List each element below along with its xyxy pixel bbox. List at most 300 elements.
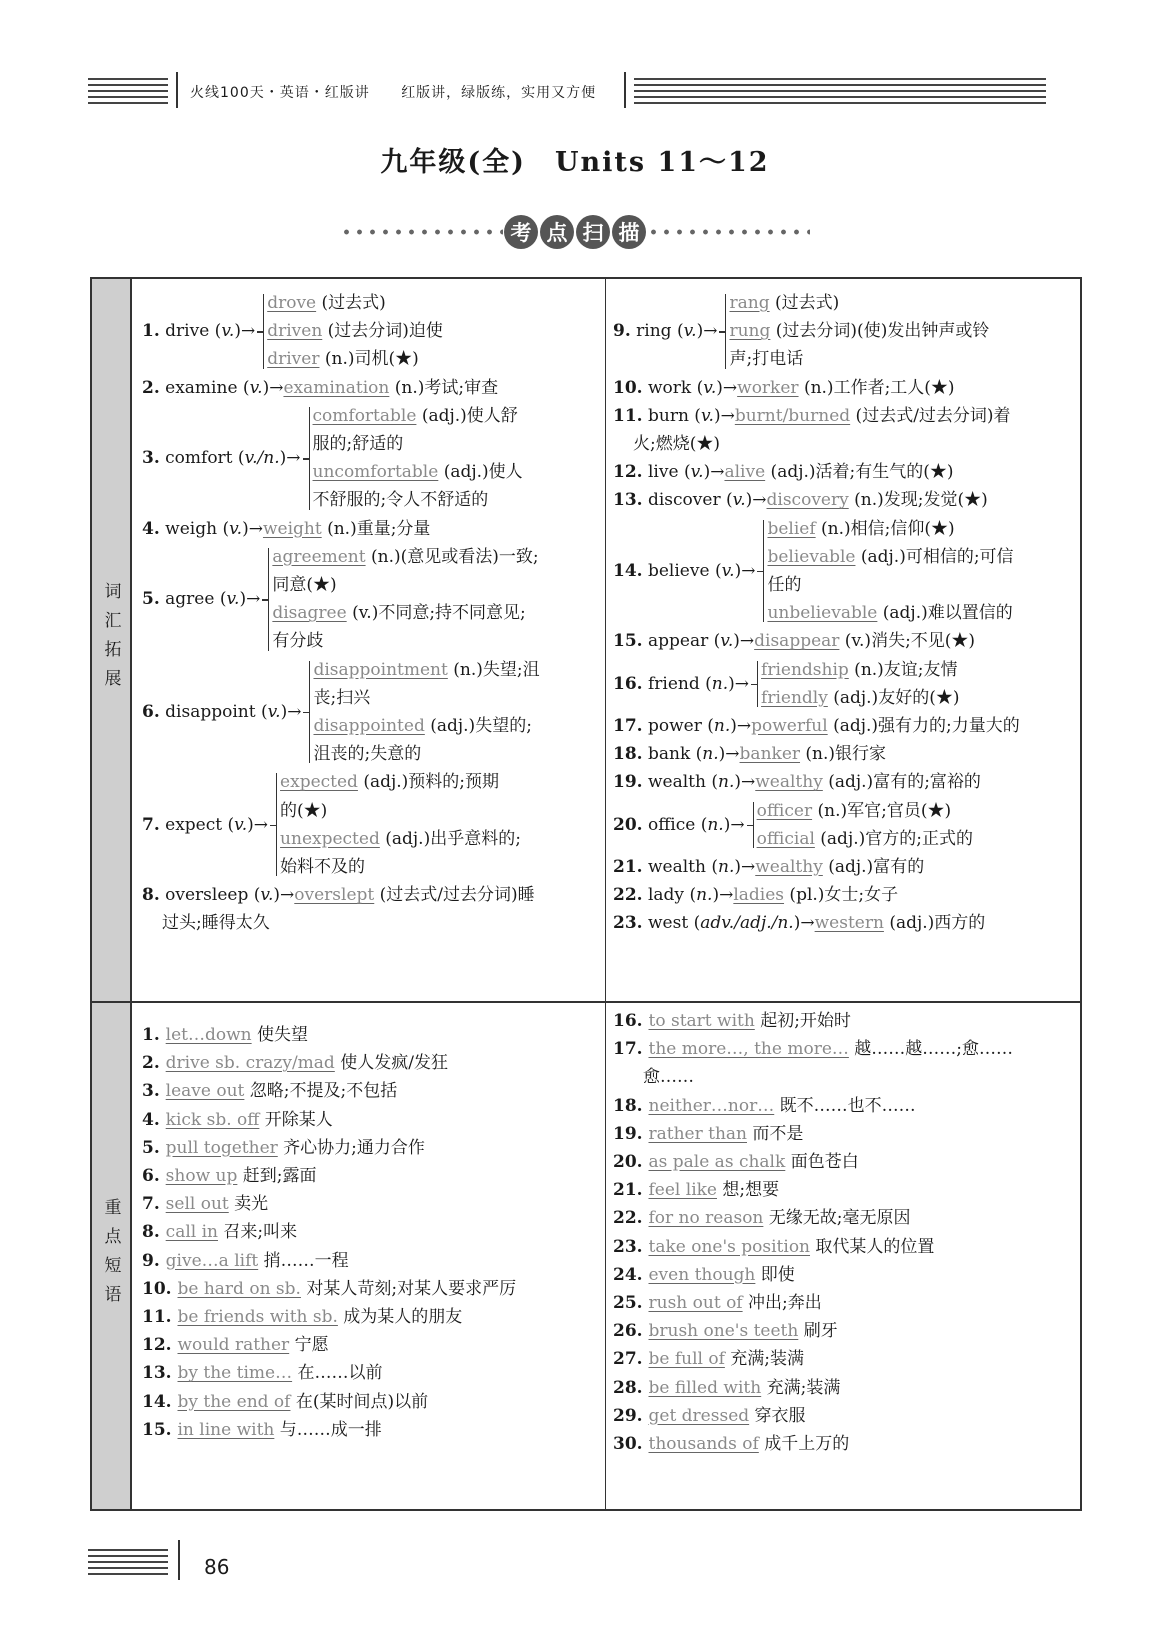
- vocab-sub-line: [313, 740, 421, 769]
- answer-text: agreement: [272, 546, 366, 567]
- phrase-number: 16.: [613, 1011, 649, 1031]
- column-divider: [605, 279, 606, 1509]
- phrase-meaning: 成千上万的: [758, 1434, 850, 1454]
- vocab-brace: [309, 661, 310, 764]
- entry-head: 21. wealth (n.)→: [613, 857, 756, 877]
- phrase-entry: [613, 1204, 911, 1233]
- entry-meaning: (adj.)活着;有生气的(★): [765, 462, 954, 483]
- answer-text: disagree: [272, 603, 347, 624]
- answer-text: wealthy: [755, 857, 823, 877]
- phrase-number: 2.: [142, 1053, 166, 1074]
- phrase-meaning: 对某人苛刻;对某人要求严厉: [300, 1278, 517, 1299]
- phrase-meaning: 起初;开始时: [754, 1011, 851, 1031]
- phrase-entry: [613, 1035, 1013, 1064]
- entry-number: 19.: [613, 772, 643, 793]
- entry-pos: v.: [267, 701, 281, 722]
- entry-meaning: (n.)银行家: [800, 744, 887, 765]
- vocab-sub-line: [280, 797, 327, 826]
- entry-word: appear: [642, 631, 714, 652]
- sub-meaning: (n.)司机(★): [319, 349, 419, 370]
- entry-pos: n.: [711, 673, 729, 694]
- phrase-meaning: 成为某人的朋友: [337, 1307, 463, 1327]
- entry-head: 17. power (n.)→: [613, 716, 752, 736]
- sub-meaning: 的(★): [280, 800, 328, 821]
- phrase-meaning: 在……以前: [292, 1363, 383, 1384]
- header-rule-left: [88, 78, 168, 104]
- phrase-entry: [142, 1134, 425, 1163]
- entry-meaning: (adj.)富有的;富裕的: [822, 772, 981, 793]
- entry-meaning: (adj.)强有力的;力量大的: [827, 716, 1020, 736]
- answer-text: examination: [283, 377, 390, 398]
- entry-word: disappoint: [159, 701, 261, 722]
- phrase-entry: [142, 1359, 383, 1388]
- phrase-meaning: 使失望: [251, 1025, 309, 1045]
- entry-pos: n.: [696, 885, 713, 906]
- series-title: 火线100天・英语・红版讲: [190, 85, 370, 101]
- answer-text: rung: [729, 321, 771, 342]
- entry-word: burn: [642, 405, 695, 426]
- vocab-right-column: [613, 289, 1079, 989]
- answer-text: disappointment: [313, 659, 448, 680]
- entry-number: 10.: [613, 377, 643, 398]
- answer-text: believable: [767, 546, 856, 567]
- sub-meaning: (过去分词)迫使: [322, 321, 443, 342]
- phrase-number: 22.: [613, 1208, 649, 1229]
- phrase-meaning: 既不……也不……: [774, 1095, 916, 1116]
- entry-pos: v.: [732, 490, 746, 511]
- answer-text: brush one's teeth: [648, 1321, 799, 1342]
- phrase-entry: [142, 1416, 382, 1445]
- entry-number: 12.: [613, 462, 643, 483]
- vocab-entry: [142, 881, 535, 910]
- entry-number: 21.: [613, 857, 643, 877]
- phrase-number: 12.: [142, 1335, 178, 1356]
- header-divider-left: [176, 72, 178, 108]
- answer-text: would rather: [177, 1335, 290, 1356]
- phrase-entry: [613, 1007, 851, 1036]
- answer-text: be hard on sb.: [177, 1278, 301, 1299]
- vocab-sub-line: [280, 768, 499, 797]
- entry-head: 12. live (v.)→: [613, 462, 725, 483]
- entry-word: live: [642, 462, 684, 483]
- phrase-number: 20.: [613, 1152, 649, 1172]
- answer-text: to start with: [648, 1011, 755, 1031]
- vocab-sub-line: [757, 797, 951, 826]
- entry-head: 9. ring (v.)→: [613, 321, 718, 342]
- answer-text: uncomfortable: [312, 462, 439, 483]
- series-slogan: 红版讲，绿版练，实用又方便: [401, 85, 597, 101]
- vocab-left-column: [142, 289, 602, 989]
- entry-word: wealth: [642, 772, 712, 793]
- banner-dots-left: [340, 229, 503, 235]
- phrase-meaning: 充满;装满: [724, 1349, 805, 1370]
- sub-meaning: (adj.)失望的;: [424, 716, 532, 736]
- entry-pos: v.: [690, 462, 704, 483]
- vocab-entry: [142, 317, 255, 346]
- answer-text: burnt/burned: [734, 405, 851, 426]
- entry-number: 22.: [613, 885, 643, 906]
- phrase-meaning: 越……越……;愈……: [848, 1039, 1014, 1060]
- entry-word: ring: [630, 321, 677, 342]
- answer-text: friendship: [761, 659, 849, 680]
- phrase-number: 18.: [613, 1095, 649, 1116]
- phrase-meaning: 召来;叫来: [218, 1222, 298, 1243]
- entry-head: 11. burn (v.)→: [613, 405, 735, 426]
- page-title: 九年级(全) Units 11～12: [380, 147, 770, 178]
- answer-text: neither…nor…: [648, 1095, 775, 1116]
- entry-word: weigh: [159, 518, 223, 539]
- phrase-meaning: 在(某时间点)以前: [290, 1391, 429, 1412]
- answer-text: be filled with: [648, 1377, 762, 1398]
- entry-pos: v.: [700, 405, 714, 426]
- phrase-entry: [142, 1021, 308, 1050]
- vocab-entry: [142, 585, 260, 614]
- banner-char: 点: [540, 215, 574, 249]
- sub-meaning: (adj.)使人: [438, 462, 523, 483]
- banner-char: 扫: [576, 215, 610, 249]
- entry-number: 9.: [613, 321, 631, 342]
- entry-meaning: (adj.)西方的: [883, 913, 986, 934]
- phrase-meaning: 想;想要: [717, 1180, 780, 1201]
- entry-pos: adv./adj./n.: [700, 913, 794, 934]
- vocab-sub-line: [267, 289, 386, 318]
- vocab-sub-line: [313, 712, 531, 741]
- sub-meaning: (n.)相信;信仰(★): [815, 518, 955, 539]
- answer-text: pull together: [165, 1137, 278, 1158]
- answer-text: weight: [262, 518, 322, 539]
- phrase-entry: [613, 1430, 849, 1459]
- vocab-sub-line: [729, 289, 839, 318]
- vocab-entry: [613, 712, 1020, 741]
- phrases-right-column: [613, 1007, 1079, 1497]
- entry-number: 7.: [142, 814, 160, 835]
- vocab-sub-line: [267, 345, 419, 374]
- answer-text: drove: [267, 293, 317, 313]
- vocab-sub-line: [313, 402, 518, 431]
- vocab-sub-line: [729, 317, 989, 346]
- entry-number: 20.: [613, 814, 643, 835]
- phrase-number: 17.: [613, 1039, 649, 1060]
- entry-head: 7. expect (v.)→: [142, 814, 269, 835]
- phrase-meaning: 而不是: [747, 1123, 804, 1144]
- sub-meaning: 同意(★): [272, 575, 337, 595]
- phrase-number: 24.: [613, 1264, 649, 1285]
- phrase-number: 14.: [142, 1391, 178, 1412]
- entry-pos: v.: [721, 560, 735, 581]
- answer-text: alive: [724, 462, 766, 483]
- sub-meaning: (n.)军官;官员(★): [812, 800, 952, 821]
- entry-word: expect: [159, 814, 228, 835]
- entry-number: 1.: [142, 321, 160, 342]
- answer-text: even though: [648, 1264, 756, 1285]
- vocab-sub-line: [761, 656, 958, 685]
- vocab-brace: [757, 661, 758, 707]
- entry-word: discover: [642, 490, 726, 511]
- entry-word: oversleep: [159, 885, 254, 906]
- vocab-sub-line: [767, 543, 1013, 572]
- phrase-number: 7.: [142, 1194, 166, 1215]
- entry-number: 8.: [142, 885, 160, 906]
- sub-meaning: 沮丧的;失意的: [313, 744, 422, 765]
- entry-number: 18.: [613, 744, 643, 765]
- phrase-entry: [142, 1106, 333, 1135]
- entry-word: work: [642, 377, 697, 398]
- vocab-sub-line: [272, 599, 525, 628]
- entry-head: 4. weigh (v.)→: [142, 518, 263, 539]
- footer-rule: [88, 1549, 168, 1575]
- entry-head: 15. appear (v.)→: [613, 631, 755, 652]
- phrase-entry: [142, 1388, 428, 1417]
- phrase-meaning: 开除某人: [259, 1109, 333, 1130]
- vocab-sub-line: [313, 656, 539, 685]
- phrase-entry: [142, 1275, 516, 1304]
- sub-meaning: (n.)友谊;友情: [848, 659, 958, 680]
- phrase-meaning: 穿衣服: [749, 1405, 806, 1426]
- entry-word: agree: [159, 589, 220, 610]
- vocab-entry: [142, 698, 301, 727]
- entry-word: bank: [642, 744, 696, 765]
- vocab-sub-line: [313, 430, 404, 459]
- answer-text: in line with: [177, 1419, 275, 1440]
- section-banner: [340, 212, 810, 252]
- phrase-entry: [142, 1331, 329, 1360]
- entry-word: believe: [642, 560, 715, 581]
- phrase-number: 23.: [613, 1236, 649, 1257]
- entry-meaning: (n.)重量;分量: [321, 518, 431, 539]
- entry-meaning: (v.)消失;不见(★): [839, 631, 976, 652]
- entry-pos: v.: [703, 377, 717, 398]
- answer-text: powerful: [751, 716, 828, 736]
- entry-head: 14. believe (v.)→: [613, 560, 756, 581]
- vocab-entry: [142, 374, 498, 403]
- phrase-number: 19.: [613, 1123, 649, 1144]
- phrase-entry: [613, 1176, 779, 1205]
- vocab-entry: [613, 402, 1011, 431]
- phrase-meaning: 即使: [755, 1264, 795, 1285]
- answer-text: comfortable: [312, 405, 417, 426]
- phrase-number: 27.: [613, 1349, 649, 1370]
- phrase-entry: [142, 1247, 349, 1276]
- entry-number: 2.: [142, 377, 160, 398]
- entry-pos: n.: [718, 857, 735, 877]
- entry-pos: n.: [702, 744, 719, 765]
- phrase-number: 15.: [142, 1419, 178, 1440]
- phrase-entry-cont: 愈……: [643, 1067, 694, 1088]
- phrase-meaning: 面色苍白: [785, 1152, 859, 1172]
- entry-pos: n.: [707, 814, 724, 835]
- vocab-brace: [763, 520, 764, 623]
- vocab-sub-line: [267, 317, 443, 346]
- phrase-entry: [613, 1289, 822, 1318]
- vocab-brace: [263, 294, 264, 369]
- phrase-entry: [613, 1148, 859, 1177]
- answer-text: take one's position: [648, 1236, 811, 1257]
- vocab-entry-cont: 过头;睡得太久: [162, 913, 270, 934]
- phrase-number: 28.: [613, 1377, 649, 1398]
- entry-word: lady: [642, 885, 690, 906]
- phrase-meaning: 宁愿: [289, 1335, 329, 1356]
- entry-head: 13. discover (v.)→: [613, 490, 767, 511]
- vocab-entry: [613, 670, 749, 699]
- answer-text: banker: [739, 744, 801, 765]
- phrase-entry: [142, 1218, 297, 1247]
- footer-divider: [178, 1540, 180, 1580]
- entry-meaning: (n.)工作者;工人(★): [798, 377, 955, 398]
- entry-number: 11.: [613, 405, 643, 426]
- vocab-sub-line: [757, 825, 973, 854]
- entry-number: 5.: [142, 589, 160, 610]
- phrase-number: 6.: [142, 1166, 166, 1186]
- vocab-entry: [613, 486, 988, 515]
- page-number: 86: [204, 1555, 230, 1579]
- sub-meaning: (adj.)预料的;预期: [357, 772, 500, 793]
- entry-pos: v.: [229, 518, 243, 539]
- sub-meaning: 丧;扫兴: [313, 687, 371, 708]
- answer-text: wealthy: [755, 772, 823, 793]
- phrase-number: 29.: [613, 1405, 649, 1426]
- vocab-entry-cont: 火;燃烧(★): [633, 434, 720, 454]
- phrase-number: 30.: [613, 1434, 649, 1454]
- answer-text: friendly: [761, 687, 828, 708]
- phrase-number: 11.: [142, 1307, 178, 1327]
- entry-head: 6. disappoint (v.)→: [142, 701, 302, 722]
- phrase-entry: [613, 1402, 806, 1431]
- vocab-sub-line: [280, 853, 365, 882]
- phrase-entry: [142, 1303, 462, 1332]
- entry-head: 3. comfort (v./n.)→: [142, 448, 301, 469]
- entry-pos: v.: [260, 885, 274, 906]
- vocab-entry: [613, 909, 985, 938]
- answer-text: for no reason: [648, 1208, 764, 1229]
- phrase-entry: [613, 1261, 795, 1290]
- phrase-number: 4.: [142, 1109, 166, 1130]
- entry-word: comfort: [159, 448, 238, 469]
- vocab-sub-line: [272, 571, 336, 600]
- entry-word: drive: [159, 321, 215, 342]
- vocab-sub-line: [272, 627, 323, 656]
- vocab-brace: [276, 773, 277, 876]
- entry-number: 23.: [613, 913, 643, 934]
- content-box: [90, 277, 1082, 1511]
- sub-meaning: (adj.)可相信的;可信: [855, 546, 1014, 567]
- entry-number: 4.: [142, 518, 160, 539]
- answer-text: show up: [165, 1166, 238, 1186]
- answer-text: unexpected: [280, 828, 380, 849]
- phrase-entry: [142, 1162, 317, 1191]
- answer-text: worker: [737, 377, 799, 398]
- vocab-entry: [613, 811, 745, 840]
- phrase-number: 13.: [142, 1363, 178, 1384]
- phrase-number: 8.: [142, 1222, 166, 1243]
- answer-text: kick sb. off: [165, 1109, 260, 1130]
- entry-head: 8. oversleep (v.)→: [142, 885, 295, 906]
- banner-dots-right: [647, 229, 810, 235]
- sub-meaning: (v.)不同意;持不同意见;: [346, 603, 526, 624]
- entry-number: 14.: [613, 560, 643, 581]
- entry-meaning: (过去式/过去分词)着: [850, 405, 1011, 426]
- phrase-entry: [613, 1233, 934, 1262]
- vocab-entry: [613, 627, 975, 656]
- answer-text: rang: [729, 293, 770, 313]
- answer-text: driven: [267, 321, 323, 342]
- vocab-sub-line: [313, 486, 489, 515]
- answer-text: the more…, the more…: [648, 1039, 849, 1060]
- vocab-brace: [753, 802, 754, 848]
- answer-text: disappear: [754, 631, 840, 652]
- answer-text: disappointed: [313, 716, 425, 736]
- phrase-entry: [613, 1317, 838, 1346]
- entry-pos: v.: [221, 321, 235, 342]
- vocab-sub-line: [761, 684, 959, 713]
- entry-meaning: (adj.)富有的: [822, 857, 925, 877]
- phrase-number: 10.: [142, 1278, 178, 1299]
- phrase-number: 3.: [142, 1081, 166, 1102]
- sub-meaning: (过去式): [769, 293, 840, 313]
- answer-text: officer: [756, 800, 813, 821]
- answer-text: western: [814, 913, 884, 934]
- vocab-sub-line: [767, 515, 954, 544]
- sub-meaning: 服的;舒适的: [312, 434, 404, 454]
- answer-text: expected: [280, 772, 358, 793]
- phrase-meaning: 取代某人的位置: [810, 1236, 935, 1257]
- phrase-number: 21.: [613, 1180, 649, 1201]
- answer-text: be full of: [648, 1349, 725, 1370]
- vocab-sub-line: [767, 599, 1012, 628]
- entry-head: 18. bank (n.)→: [613, 744, 740, 765]
- phrase-number: 5.: [142, 1137, 166, 1158]
- answer-text: call in: [165, 1222, 218, 1243]
- vocab-sub-line: [280, 825, 521, 854]
- vocab-entry: [613, 881, 898, 910]
- entry-pos: v.: [234, 814, 248, 835]
- entry-meaning: (过去式/过去分词)睡: [374, 885, 535, 906]
- vocab-entry: [613, 458, 954, 487]
- vocab-brace: [725, 294, 726, 369]
- header-text: [190, 82, 622, 102]
- phrases-side-label: 重点短语: [92, 1003, 132, 1509]
- phrase-meaning: 忽略;不提及;不包括: [244, 1081, 398, 1102]
- entry-head: 10. work (v.)→: [613, 377, 738, 398]
- vocab-entry: [613, 374, 955, 403]
- sub-meaning: (adj.)友好的(★): [827, 687, 960, 708]
- vocab-sub-line: [729, 345, 803, 374]
- answer-text: feel like: [648, 1180, 717, 1201]
- entry-word: west: [642, 913, 694, 934]
- entry-head: 5. agree (v.)→: [142, 589, 261, 610]
- sub-meaning: 有分歧: [272, 631, 324, 652]
- entry-number: 17.: [613, 716, 643, 736]
- vocab-sub-line: [272, 543, 538, 572]
- entry-number: 15.: [613, 631, 643, 652]
- entry-meaning: (pl.)女士;女子: [784, 885, 899, 906]
- sub-meaning: (adj.)出乎意料的;: [379, 828, 521, 849]
- answer-text: as pale as chalk: [648, 1152, 786, 1172]
- answer-text: overslept: [294, 885, 375, 906]
- phrase-meaning: 与……成一排: [274, 1419, 382, 1440]
- entry-head: 19. wealth (n.)→: [613, 772, 756, 793]
- phrase-entry: [142, 1077, 397, 1106]
- phrase-meaning: 齐心协力;通力合作: [277, 1137, 425, 1158]
- entry-number: 6.: [142, 701, 160, 722]
- phrase-meaning: 使人发疯/发狂: [334, 1053, 448, 1074]
- vocab-entry: [613, 853, 924, 882]
- phrase-entry: [142, 1049, 448, 1078]
- answer-text: thousands of: [648, 1434, 759, 1454]
- answer-text: let…down: [165, 1025, 252, 1045]
- phrase-entry: [613, 1345, 804, 1374]
- entry-word: power: [642, 716, 708, 736]
- sub-meaning: (n.)(意见或看法)一致;: [365, 546, 539, 567]
